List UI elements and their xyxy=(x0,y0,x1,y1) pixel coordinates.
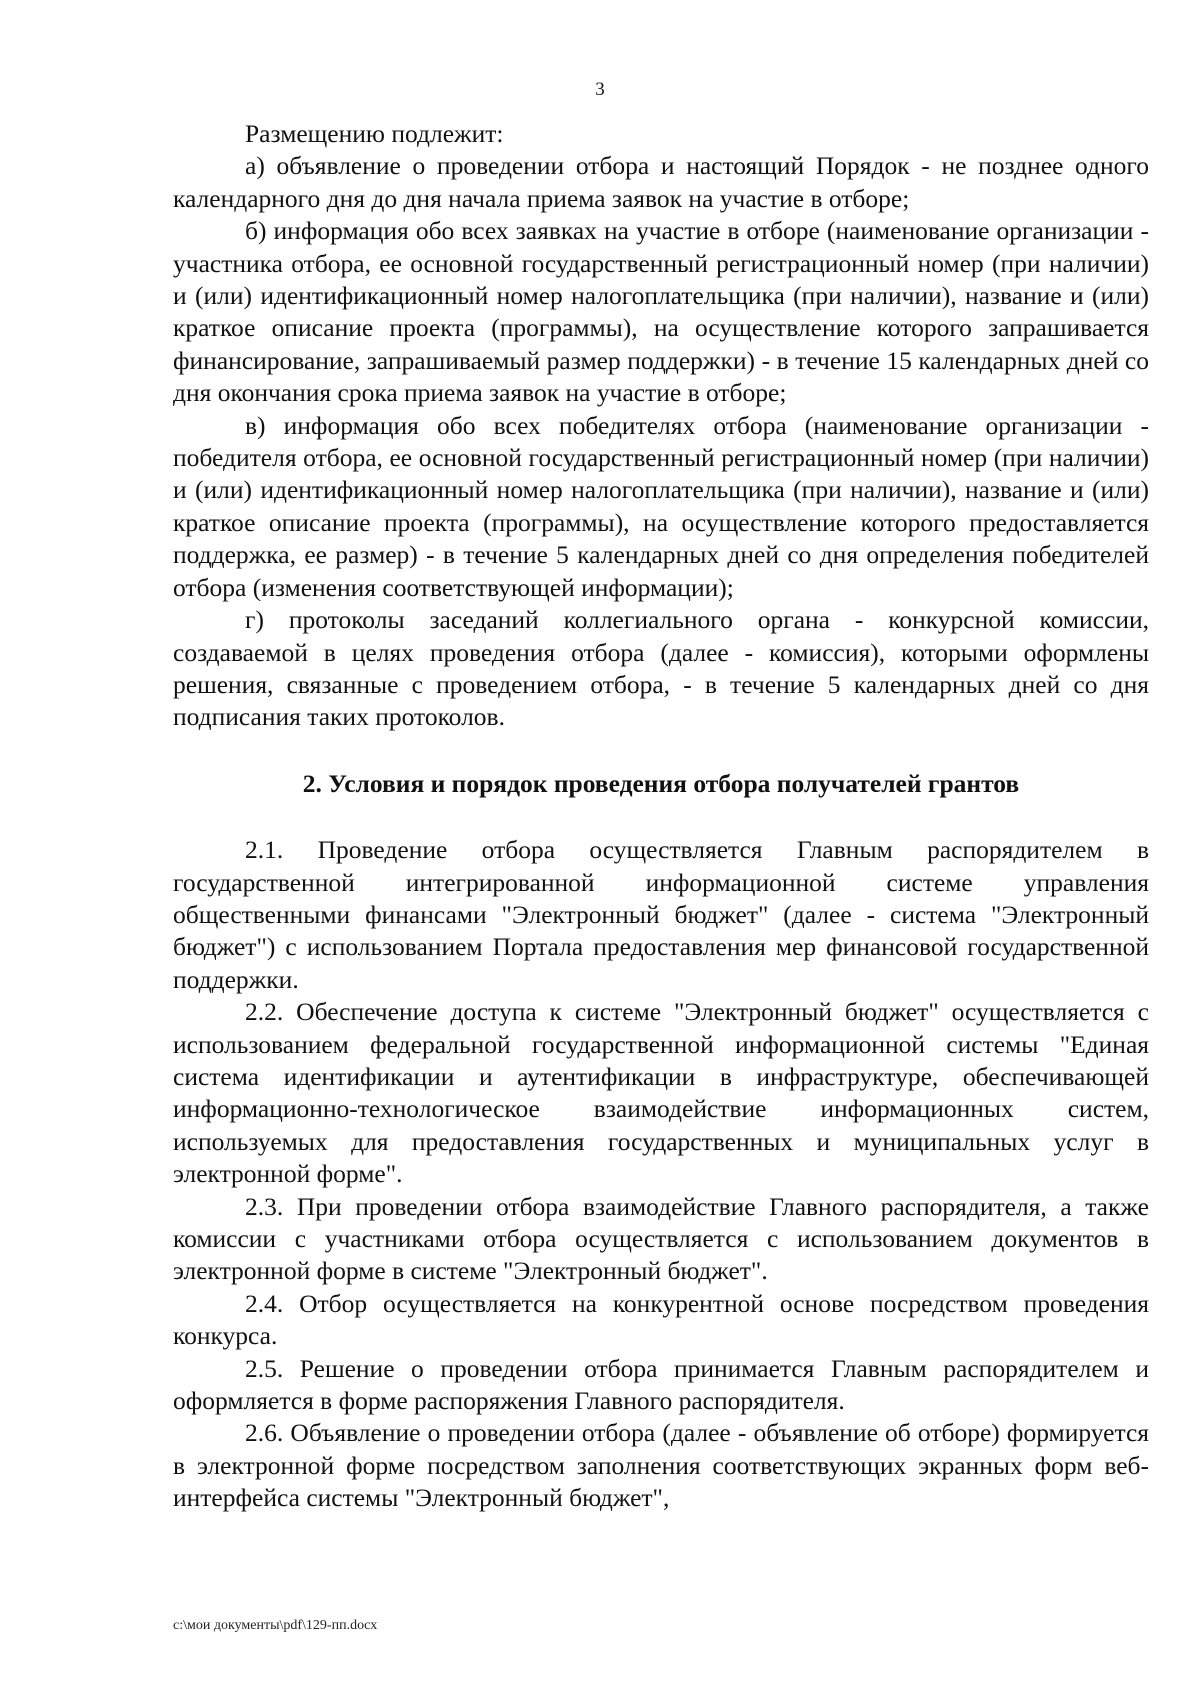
paragraph-2-1: 2.1. Проведение отбора осуществляется Главным распорядителем в государственной интегрированной информационной системе управления общественными финансами "Электронный бюджет" (далее - система "Электронный бюджет") с использованием Портала предоставления мер финансовой государственной поддержки. xyxy=(173,835,1149,994)
page-number: 3 xyxy=(595,79,605,100)
paragraph-intro: Размещению подлежит: xyxy=(245,119,504,148)
paragraph-2-2: 2.2. Обеспечение доступа к системе "Электронный бюджет" осуществляется с использованием федеральной государственной информационной системы "Единая система идентификации и аутентификации в инфраструктуре, обеспечивающей информационно-технологическое взаимодействие информационных систем, используемых для предоставления государственных и муниципальных услуг в электронной форме". xyxy=(173,997,1149,1189)
paragraph-2-5: 2.5. Решение о проведении отбора принимается Главным распорядителем и оформляется в форме распоряжения Главного распорядителя. xyxy=(173,1353,1149,1416)
paragraph-2-3: 2.3. При проведении отбора взаимодействие Главного распорядителя, а также комиссии с участниками отбора осуществляется с использованием документов в электронной форме в системе "Электронный бюджет". xyxy=(173,1191,1149,1286)
paragraph-2-6: 2.6. Объявление о проведении отбора (далее - объявление об отборе) формируется в электронной форме посредством заполнения соответствующих экранных форм веб-интерфейса системы "Электронный бюджет", xyxy=(173,1418,1149,1513)
paragraph-item-a: а) объявление о проведении отбора и настоящий Порядок - не позднее одного календарного дня до дня начала приема заявок на участие в отборе; xyxy=(173,151,1149,213)
paragraph-item-g: г) протоколы заседаний коллегиального органа - конкурсной комиссии, создаваемой в целях проведения отбора (далее - комиссия), которыми оформлены решения, связанные с проведением отбора, - в течение 5 календарных дней со дня подписания таких протоколов. xyxy=(173,605,1149,732)
document-body xyxy=(173,118,1149,1515)
footer-file-path: c:\мои документы\pdf\129-пп.docx xyxy=(173,1618,378,1633)
paragraph-item-b: б) информация обо всех заявках на участие в отборе (наименование организации - участника отбора, ее основной государственный регистрационный номер (при наличии) и (или) идентификационный номер налогоплательщика (при наличии), название и (или) краткое описание проекта (программы), на осуществление которого запрашивается финансирование, запрашиваемый размер поддержки) - в течение 15 календарных дней со дня окончания срока приема заявок на участие в отборе; xyxy=(173,216,1149,408)
section-heading: 2. Условия и порядок проведения отбора получателей грантов xyxy=(302,768,1020,798)
paragraph-2-4: 2.4. Отбор осуществляется на конкурентной основе посредством проведения конкурса. xyxy=(173,1288,1149,1351)
paragraph-item-v: в) информация обо всех победителях отбора (наименование организации - победителя отбора, ее основной государственный регистрационный номер (при наличии) и (или) идентификационный номер налогоплательщика (при наличии), название и (или) краткое описание проекта (программы), на осуществление которого предоставляется поддержка, ее размер) - в течение 5 календарных дней со дня определения победителей отбора (изменения соответствующей информации); xyxy=(173,410,1149,602)
